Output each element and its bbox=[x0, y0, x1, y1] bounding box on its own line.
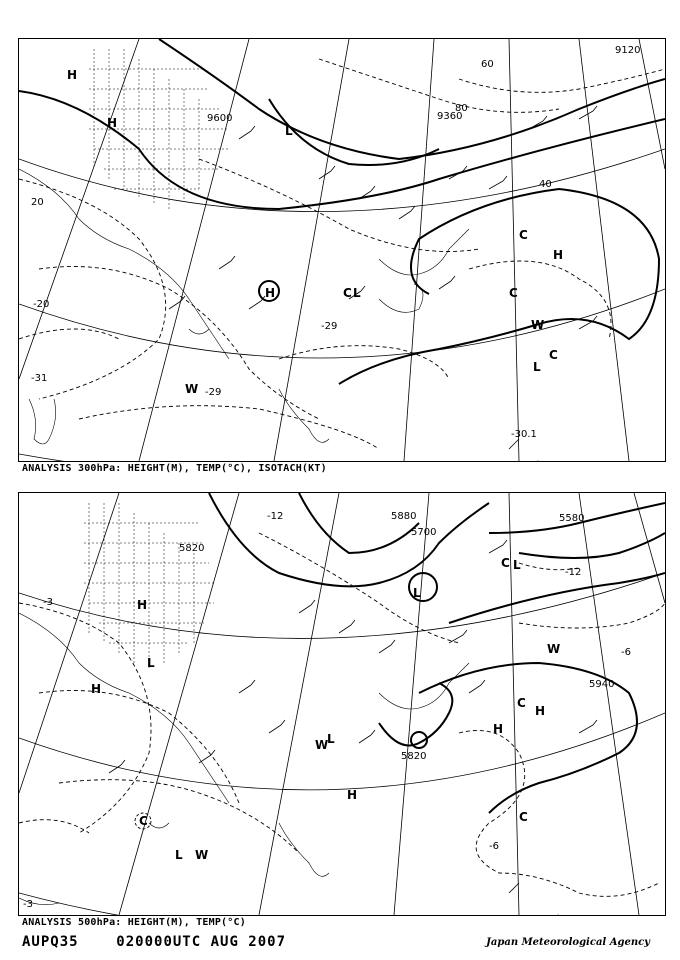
height-label-5700: 5700 bbox=[411, 527, 437, 538]
system-marker-w: W bbox=[195, 848, 209, 862]
system-marker-w: W bbox=[547, 642, 561, 656]
temp-label-1: -31 bbox=[31, 373, 48, 384]
system-marker-l: L bbox=[353, 286, 361, 300]
temp-label-neg6: -6 bbox=[621, 647, 631, 658]
isotach-label-40: 40 bbox=[539, 179, 552, 190]
isotach-label-60: 60 bbox=[481, 59, 494, 70]
system-marker-c: C bbox=[517, 696, 526, 710]
system-marker-l: L bbox=[175, 848, 183, 862]
temp-label-neg12: -12 bbox=[267, 511, 284, 522]
system-marker-h: H bbox=[91, 682, 102, 696]
lower-chart-500hpa bbox=[18, 492, 666, 916]
lower-chart-caption: ANALYSIS 500hPa: HEIGHT(M), TEMP(°C) bbox=[22, 917, 246, 928]
lower-chart-canvas bbox=[19, 493, 665, 915]
upper-parallels bbox=[19, 149, 665, 461]
height-label-5880: 5880 bbox=[391, 511, 417, 522]
system-marker-l: L bbox=[413, 586, 421, 600]
lower-terrain-hatch bbox=[84, 503, 214, 668]
height-label-9600: 9600 bbox=[207, 113, 233, 124]
system-marker-c: C bbox=[139, 814, 148, 828]
system-marker-c: C bbox=[549, 348, 558, 362]
system-marker-w: H bbox=[67, 68, 78, 82]
system-marker-h: H bbox=[493, 722, 504, 736]
system-marker-w: W bbox=[315, 738, 329, 752]
temp-label-2: -29 bbox=[205, 387, 222, 398]
lower-wind-barbs bbox=[109, 540, 597, 893]
isotach-label-20: 20 bbox=[31, 197, 44, 208]
upper-chart-canvas bbox=[19, 39, 665, 461]
upper-chart-caption: ANALYSIS 300hPa: HEIGHT(M), TEMP(°C), ISOTACH(KT) bbox=[22, 463, 327, 474]
system-marker-h: H bbox=[265, 286, 276, 300]
system-marker-h: H bbox=[107, 116, 118, 130]
system-marker-l: L bbox=[285, 124, 293, 138]
system-marker-h: H bbox=[535, 704, 546, 718]
lower-parallels bbox=[19, 573, 665, 915]
system-marker-l: L bbox=[533, 360, 541, 374]
system-marker-h: H bbox=[347, 788, 358, 802]
isotach-label-neg20: -20 bbox=[33, 299, 50, 310]
system-marker-c: C bbox=[509, 286, 518, 300]
lower-meridians bbox=[19, 493, 665, 915]
temp-label-neg3: -3 bbox=[43, 597, 53, 608]
system-marker-l: L bbox=[327, 732, 335, 746]
system-marker-c: C bbox=[343, 286, 352, 300]
height-label-5580: 5580 bbox=[559, 513, 585, 524]
isotach-label-80: 80 bbox=[455, 103, 468, 114]
temp-label-3: -30.1 bbox=[511, 429, 537, 440]
height-label-9360: 9360 bbox=[437, 111, 463, 122]
upper-chart-300hpa bbox=[18, 38, 666, 462]
temp-label-4: -29 bbox=[321, 321, 338, 332]
height-label-5940: 5940 bbox=[589, 679, 615, 690]
system-marker-h: H bbox=[553, 248, 564, 262]
temp-label-neg3-b: -3 bbox=[23, 899, 33, 910]
system-marker-w: W bbox=[531, 318, 545, 332]
chart-code-and-time bbox=[22, 934, 286, 950]
upper-meridians bbox=[19, 39, 665, 461]
chart-code: AUPQ35 bbox=[22, 934, 79, 950]
lower-isotherms bbox=[19, 533, 665, 896]
system-marker-c: C bbox=[519, 810, 528, 824]
system-marker-c: C bbox=[519, 228, 528, 242]
lower-height-contours bbox=[209, 493, 665, 813]
system-marker-l: L bbox=[513, 558, 521, 572]
height-label-5820-b: 5820 bbox=[401, 751, 427, 762]
chart-datetime: 020000UTC AUG 2007 bbox=[116, 934, 287, 950]
temp-label-neg6-b: -6 bbox=[489, 841, 499, 852]
agency-credit: Japan Meteorological Agency bbox=[486, 937, 650, 948]
system-marker-l: L bbox=[147, 656, 155, 670]
temp-label-neg12-b: -12 bbox=[565, 567, 582, 578]
system-marker-w: W bbox=[185, 382, 199, 396]
upper-coastlines bbox=[19, 169, 469, 444]
height-label-9120: 9120 bbox=[615, 45, 641, 56]
system-marker-h: H bbox=[137, 598, 148, 612]
height-label-5820: 5820 bbox=[179, 543, 205, 554]
system-marker-c: C bbox=[501, 556, 510, 570]
